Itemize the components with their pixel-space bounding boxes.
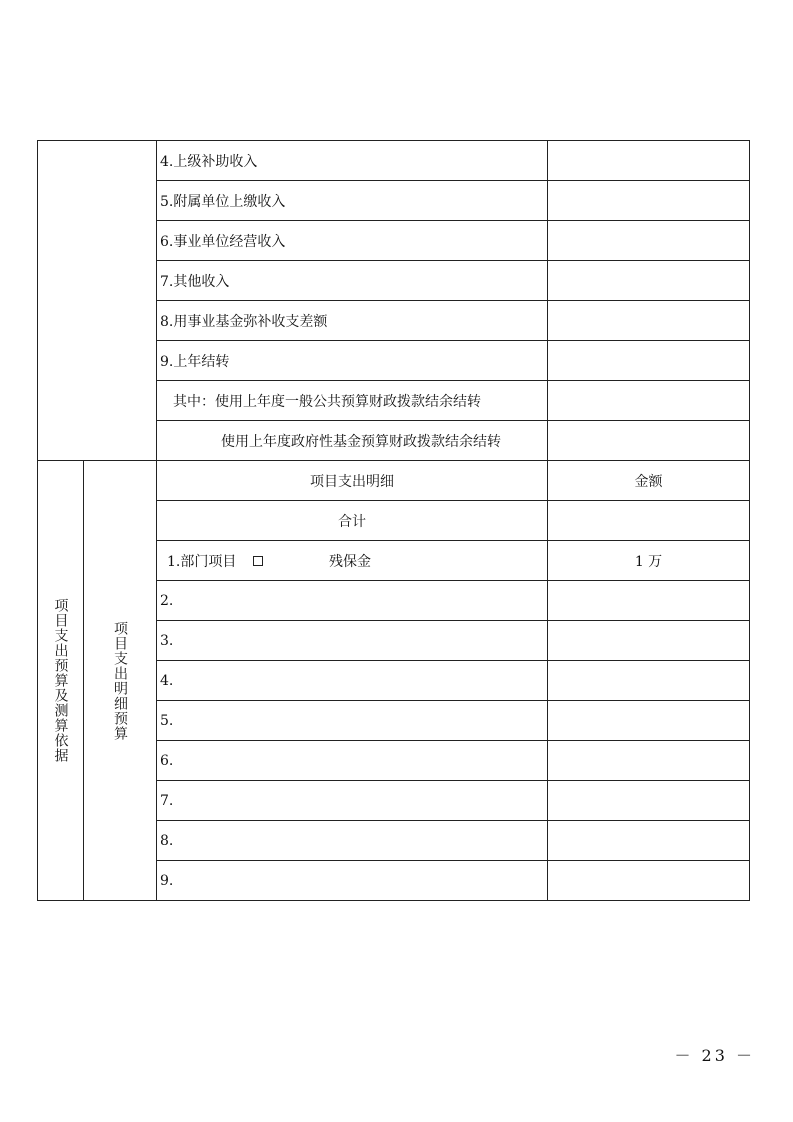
project-item-amount-cell: 1 万 <box>548 541 750 581</box>
project-item-amount-cell <box>548 701 750 741</box>
project-item-name: 残保金 <box>329 553 371 570</box>
income-label-cell: 9.上年结转 <box>157 341 548 381</box>
income-amount-cell <box>548 261 750 301</box>
income-label-cell: 6.事业单位经营收入 <box>157 221 548 261</box>
income-label-cell: 4.上级补助收入 <box>157 141 548 181</box>
project-section-label: 项目支出预算及测算依据 <box>52 598 69 763</box>
project-item-amount-cell <box>548 781 750 821</box>
project-item-amount-cell <box>548 621 750 661</box>
income-amount-cell <box>548 221 750 261</box>
total-label-cell: 合计 <box>157 501 548 541</box>
total-amount-cell <box>548 501 750 541</box>
project-item-cell: 9. <box>157 861 548 901</box>
income-amount-cell <box>548 141 750 181</box>
project-item-cell: 7. <box>157 781 548 821</box>
income-label-cell: 使用上年度政府性基金预算财政拨款结余结转 <box>157 421 548 461</box>
header-detail-cell: 项目支出明细 <box>157 461 548 501</box>
table-row <box>38 141 750 181</box>
project-item-cell: 3. <box>157 621 548 661</box>
project-detail-label: 项目支出明细预算 <box>112 620 128 741</box>
project-item-amount-cell <box>548 661 750 701</box>
income-label-cell: 5.附属单位上缴收入 <box>157 181 548 221</box>
project-item-cell: 6. <box>157 741 548 781</box>
page-number: － 23 － <box>674 1046 755 1065</box>
checkbox-icon[interactable] <box>253 556 263 566</box>
income-category-cell <box>38 141 157 461</box>
project-item-amount-cell <box>548 741 750 781</box>
income-label-cell: 8.用事业基金弥补收支差额 <box>157 301 548 341</box>
project-item-amount-cell <box>548 861 750 901</box>
project-item-cell: 5. <box>157 701 548 741</box>
project-item-cell: 8. <box>157 821 548 861</box>
income-amount-cell <box>548 381 750 421</box>
project-item-amount-cell <box>548 821 750 861</box>
income-amount-cell <box>548 181 750 221</box>
table-row <box>38 461 750 501</box>
income-amount-cell <box>548 421 750 461</box>
income-label-cell: 其中：使用上年度一般公共预算财政拨款结余结转 <box>157 381 548 421</box>
project-detail-label-cell <box>84 461 157 901</box>
project-item-cell: 2. <box>157 581 548 621</box>
project-item-amount-cell <box>548 581 750 621</box>
project-item-cell: 4. <box>157 661 548 701</box>
header-amount-cell: 金额 <box>548 461 750 501</box>
budget-table <box>37 140 750 901</box>
project-section-label-cell <box>38 461 84 901</box>
income-amount-cell <box>548 341 750 381</box>
income-label-cell: 7.其他收入 <box>157 261 548 301</box>
project-item-cell <box>157 541 548 581</box>
income-amount-cell <box>548 301 750 341</box>
project-item-prefix: 1.部门项目 <box>167 553 237 570</box>
